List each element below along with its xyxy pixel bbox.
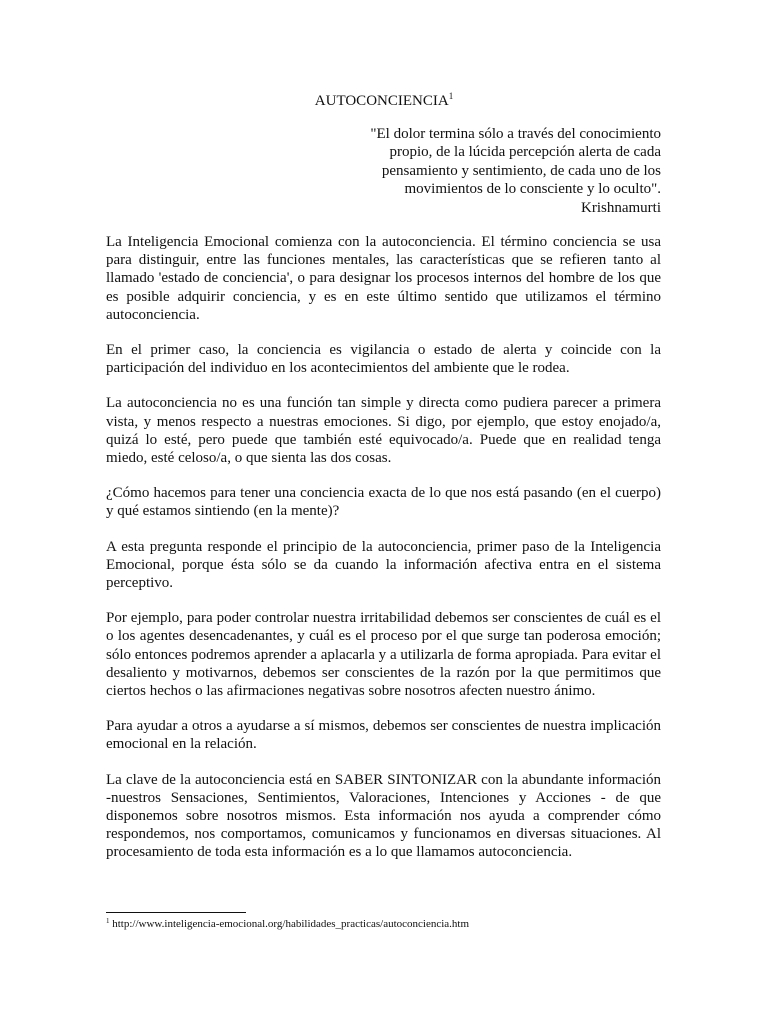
paragraph-7: Para ayudar a otros a ayudarse a sí mismos, debemos ser conscientes de nuestra implicación emocional en la relación. bbox=[106, 718, 661, 753]
page-title bbox=[0, 91, 768, 111]
footnote-url[interactable]: http://www.inteligencia-emocional.org/habilidades_practicas/autoconciencia.htm bbox=[112, 918, 470, 930]
paragraph-4: ¿Cómo hacemos para tener una conciencia exacta de lo que nos está pasando (en el cuerpo) y qué estamos sintiendo (en la mente)? bbox=[106, 485, 661, 520]
epigraph-author: Krishnamurti bbox=[581, 199, 661, 216]
paragraph-2: En el primer caso, la conciencia es vigilancia o estado de alerta y coincide con la participación del individuo en los acontecimientos del ambiente que le rodea. bbox=[106, 342, 661, 377]
title-text: AUTOCONCIENCIA bbox=[314, 93, 449, 109]
paragraph-6: Por ejemplo, para poder controlar nuestra irritabilidad debemos ser conscientes de cuál es el o los agentes desencadenantes, y cuál es el proceso por el que surge tan poderosa emoción; sólo entonces podremos aprender a aplacarla y a utilizarla de forma apropiada. Para evitar el desaliento y motivarnos, debemos ser conscientes de la razón por la que permitimos que ciertos hechos o las afirmaciones negativas sobre nosotros afecten nuestro ánimo. bbox=[106, 610, 661, 700]
footnote-mark: 1 bbox=[106, 917, 110, 925]
epigraph-line: movimientos de lo consciente y lo oculto". bbox=[404, 181, 661, 198]
title-footnote-mark: 1 bbox=[448, 91, 454, 101]
epigraph-line: pensamiento y sentimiento, de cada uno de los bbox=[381, 162, 661, 179]
paragraph-1: La Inteligencia Emocional comienza con la autoconciencia. El término conciencia se usa para distinguir, entre las funciones mentales, las características que se refieren tanto al llamado 'estado de conciencia', o para designar los procesos internos del hombre de los que es posible adquirir conciencia, y es en este último sentido que utilizamos el término autoconciencia. bbox=[106, 234, 661, 323]
paragraph-3: La autoconciencia no es una función tan simple y directa como pudiera parecer a primera vista, y menos respecto a nuestras emociones. Si digo, por ejemplo, que estoy enojado/a, quizá lo esté, pero puede que también esté equivocado/a. Puede que en realidad tenga miedo, esté celoso/a, o que sienta las dos cosas. bbox=[106, 395, 661, 467]
epigraph-line: "El dolor termina sólo a través del conocimiento bbox=[370, 126, 661, 142]
paragraph-5: A esta pregunta responde el principio de la autoconciencia, primer paso de la Inteligencia Emocional, porque ésta sólo se da cuando la información afectiva entra en el sistema perceptivo. bbox=[106, 538, 661, 592]
epigraph-line: propio, de la lúcida percepción alerta de cada bbox=[389, 144, 661, 161]
footnote-separator bbox=[106, 912, 246, 913]
paragraph-8: La clave de la autoconciencia está en SABER SINTONIZAR con la abundante información -nuestros Sensaciones, Sentimientos, Valoraciones, Intenciones y Acciones - de que disponemos sobre nosotros mismos. Esta información nos ayuda a comprender cómo respondemos, nos comportamos, comunicamos y funcionamos en diversas situaciones. Al procesamiento de toda esta información es a lo que llamamos autoconciencia. bbox=[106, 771, 661, 861]
body-text bbox=[106, 233, 661, 879]
epigraph-quote bbox=[340, 125, 661, 217]
footnote bbox=[106, 917, 666, 931]
